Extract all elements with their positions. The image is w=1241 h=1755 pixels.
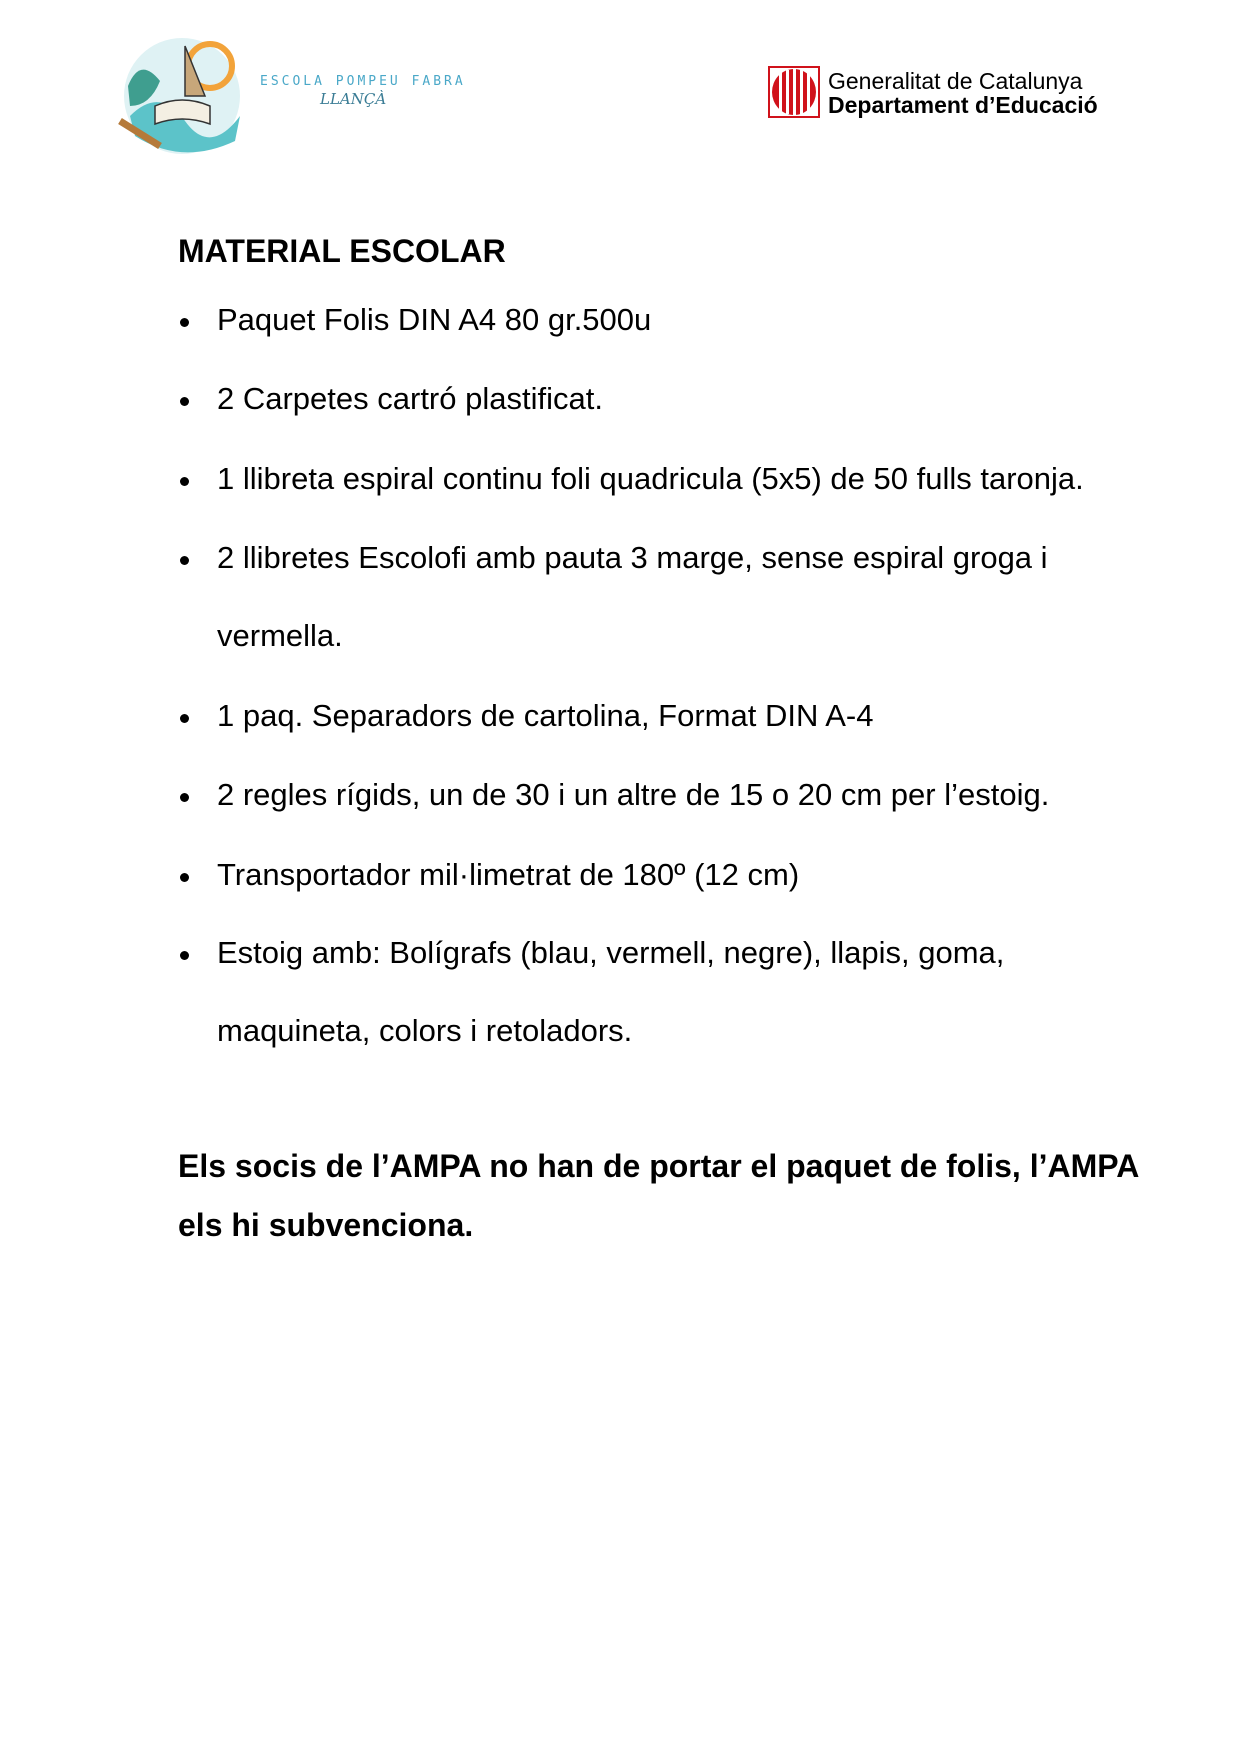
- bullet-icon: [180, 873, 189, 882]
- note-line-2: els hi subvenciona.: [178, 1207, 474, 1243]
- bullet-icon: [180, 556, 189, 565]
- list-item: Estoig amb: Bolígrafs (blau, vermell, negre), llapis, goma,: [217, 935, 1005, 970]
- list-item: 2 Carpetes cartró plastificat.: [217, 381, 603, 416]
- school-name: ESCOLA POMPEU FABRA: [260, 74, 466, 89]
- list-item-continuation: maquineta, colors i retoladors.: [217, 1013, 633, 1048]
- bullet-icon: [180, 318, 189, 327]
- list-item-continuation: vermella.: [217, 618, 343, 653]
- note-line-1: Els socis de l’AMPA no han de portar el paquet de folis, l’AMPA: [178, 1148, 1140, 1184]
- bullet-icon: [180, 951, 189, 960]
- generalitat-name: Generalitat de Catalunya: [828, 68, 1083, 94]
- list-item: Transportador mil·limetrat de 180º (12 cm): [217, 857, 800, 892]
- bullet-icon: [180, 397, 189, 406]
- department-name: Departament d’Educació: [828, 92, 1098, 118]
- list-item: 1 llibreta espiral continu foli quadricula (5x5) de 50 fulls taronja.: [217, 461, 1084, 496]
- list-item: Paquet Folis DIN A4 80 gr.500u: [217, 302, 652, 337]
- bullet-icon: [180, 477, 189, 486]
- list-item: 1 paq. Separadors de cartolina, Format DIN A-4: [217, 698, 874, 733]
- bullet-icon: [180, 793, 189, 802]
- school-town: LLANÇÀ: [320, 90, 387, 108]
- school-logo: [110, 26, 466, 156]
- generalitat-emblem-icon: [768, 66, 820, 118]
- list-item: 2 llibretes Escolofi amb pauta 3 marge, sense espiral groga i: [217, 540, 1048, 575]
- school-emblem-icon: [110, 26, 260, 156]
- generalitat-logo: [768, 66, 1098, 123]
- page-title: MATERIAL ESCOLAR: [178, 233, 506, 269]
- list-item: 2 regles rígids, un de 30 i un altre de 15 o 20 cm per l’estoig.: [217, 777, 1050, 812]
- bullet-icon: [180, 714, 189, 723]
